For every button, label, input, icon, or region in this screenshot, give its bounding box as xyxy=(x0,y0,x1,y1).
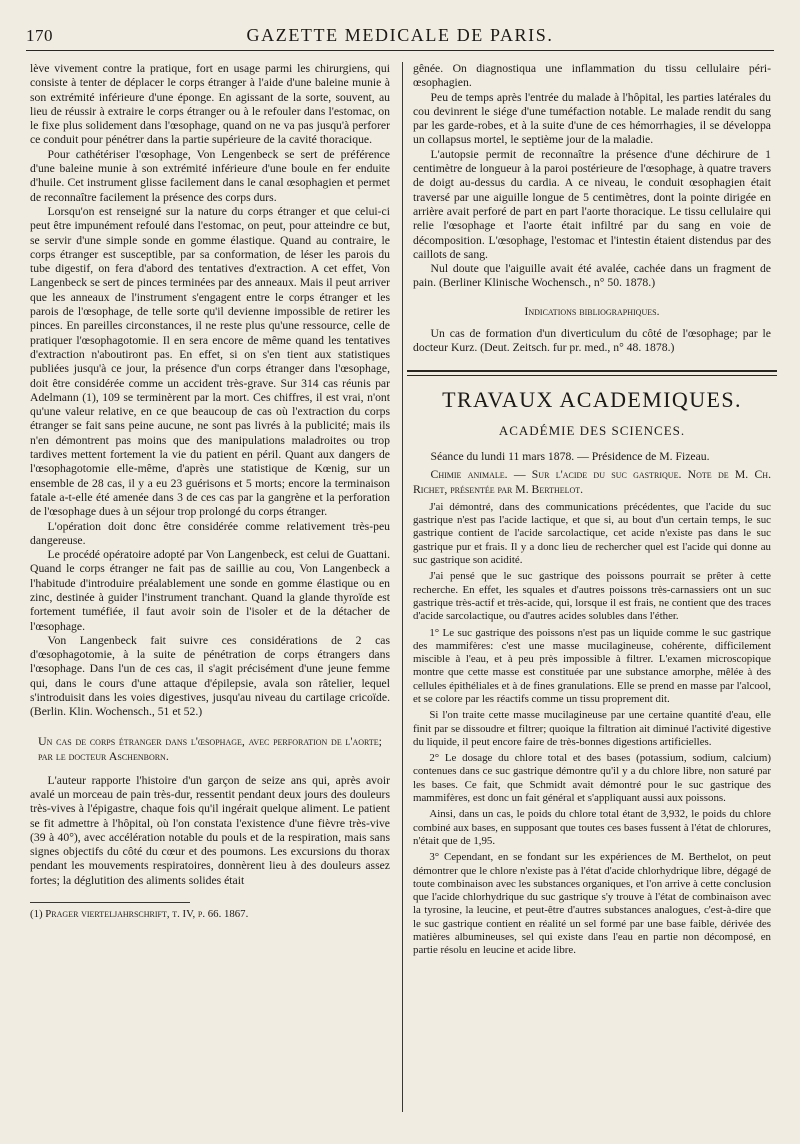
paragraph: Si l'on traite cette masse mucilagineuse par une certaine quantité d'eau, elle finit par se dissoudre et filtrer; quoique la filtration ait diminué l'activité digestive du liquide, il peut encore faire de très-bonnes digestions artificielles. xyxy=(413,709,771,748)
paragraph: lève vivement contre la pratique, fort en usage parmi les chirurgiens, qui consiste à tenter de déplacer le corps étranger à l'aide d'une baleine munie à son extrémité inférieure d'une éponge. En agissant de la sorte, souvent, au lieu de réussir à extraire le corps étranger ou à le refouler dans l'estomac, on le fixe plus solidement dans l'œsophage, quand on ne va pas jusqu'à perforer ce conduit pour pénétrer dans la partie supérieure de la cavité thoracique. xyxy=(30,62,390,147)
footnote: (1) Prager vierteljahrschrift, t. IV, p. 66. 1867. xyxy=(30,908,249,921)
paragraph: Lorsqu'on est renseigné sur la nature du corps étranger et que celui-ci peut être impunément refoulé dans l'estomac, on peut, pour atteindre ce but, se servir d'une simple sonde en gomme élastique. Quand au contraire, le corps étranger est susceptible, par sa conformation, de léser les parois du tube digestif, on fera d'abord des tentatives d'extraction. A cet effet, Von Langenbeck se sert de pinces terminées par des anneaux. Mais il peut arriver que les anneaux de l'instrument s'engagent entre le corps étranger et les parois de l'œsophage, de telle sorte qu'il devienne impossible de retirer les pinces. En pareilles circonstances, il ne reste plus qu'une ressource, celle de pratiquer l'œsophagotomie. Il en sera encore de même quand les tentatives d'extraction n'aboutiront pas. En effet, si on s'en tient aux statistiques publiées jusqu'à ce jour, la présence d'un corps étranger dans l'œsophage, doit être considérée comme un accident très-grave. Sur 314 cas réunis par Adelmann (1), 109 se terminèrent par la mort. Ces chiffres, il est vrai, n'ont qu'une valeur relative, en ce que beaucoup de cas où l'extraction du corps étranger se fait sans peine aucune, ne sont pas livrés à la publicité; mais ils n'en démontrent pas moins que des manipulations maladroites ou trop tardives mettent fortement la vie du patient en péril. Quant aux dangers de l'œsophagotomie elle-même, d'après une statistique de Kœnig, sur un ensemble de 28 cas, il y a eu 23 guérisons et 5 morts; encore la terminaison fatale a-t-elle été amenée dans 3 de ces cas par la gangrène et la perforation de l'œsophage dues à un séjour trop prolongé du corps étranger. xyxy=(30,204,390,519)
bibliography-heading: Indications bibliographiques. xyxy=(524,305,660,318)
paragraph: Le procédé opératoire adopté par Von Langenbeck, est celui de Guattani. Quand le corps étranger ne fait pas de saillie au cou, Von Langenbeck a l'habitude d'introduire préalablement une sonde en gomme élastique ou en zinc, destinée à guider l'instrument tranchant. Quand la glande thyroïde est fortement tuméfiée, il faut avoir soin de l'isoler et de la détacher de l'œsophage. xyxy=(30,548,390,633)
paragraph: L'autopsie permit de reconnaître la présence d'une déchirure de 1 centimètre de longueur à la paroi postérieure de l'œsophage, à quatre travers de doigt au-dessus du cardia. A ce niveau, le conduit œsophagien était traversé par une aiguille longue de 5 centimètres, dont la pointe dirigée en arrière avait perforé de part en part l'aorte thoracique. Le tissu cellulaire qui relie l'œsophage et l'aorte était infiltré par du sang en voie de décomposition. L'œsophage, l'estomac et l'intestin étaient distendus par des caillots de sang. xyxy=(413,147,771,261)
paragraph: 3° Cependant, en se fondant sur les expériences de M. Berthelot, on peut démontrer que le chlore n'existe pas à l'état d'acide chlorhydrique libre, dégagé de toute combinaison avec les substances organiques, et l'on arrive à cette conclusion que l'acide chlorhydrique du suc gastrique s'y trouve à l'état de combinaison avec la tyrosine, la leucine, et peut-être d'autres substances analogues, c'est-à-dire que le suc gastrique contient en réalité un sel formé par une base faible, dérivée des matières albumineuses, sel qui existe dans l'eau en partie non décomposé, en partie résolu en leucine et acide libre. xyxy=(413,851,772,957)
communication-title: Chimie animale. — Sur l'acide du suc gastrique. Note de M. Ch. Richet, présentée par M. Berthelot. xyxy=(413,468,771,496)
paragraph: Nul doute que l'aiguille avait été avalée, cachée dans un fragment de pain. (Berliner Klinische Wochensch., n° 50. 1878.) xyxy=(413,262,771,290)
paragraph: L'auteur rapporte l'histoire d'un garçon de seize ans qui, après avoir avalé un morceau de pain très-dur, ressentit pendant deux jours des douleurs très-vives à l'épigastre, chaque fois qu'il ingérait quelque aliment. Le patient se fit admettre à l'hôpital, où l'on constata l'existence d'une fièvre très-vive (39 à 40°), avec accélération notable du pouls et de la respiration, mais sans signes objectifs du côté du cœur et des poumons. Les excursions du thorax pendant les mouvements respiratoires, donnèrent lieu à des douleurs assez fortes; la déglutition des aliments solides était xyxy=(30,773,390,887)
paragraph: 1° Le suc gastrique des poissons n'est pas un liquide comme le suc gastrique des mammifères: c'est une masse mucilagineuse, cohérente, difficilement miscible à l'eau, et à peu près impossible à filtrer. L'examen microscopique montre que cette masse est constituée par une substance amorphe, mêlée à des cellules épithéliales et à de fines granulations. Elle se prend en masse par l'alcool, et se colore par les réactifs comme un tissu proprement dit. xyxy=(413,626,771,705)
page-number: 170 xyxy=(26,26,53,45)
section-title: TRAVAUX ACADEMIQUES. xyxy=(442,386,742,412)
paragraph: L'opération doit donc être considérée comme relativement très-peu dangereuse. xyxy=(30,519,390,547)
footnote-rule xyxy=(30,902,190,903)
left-column xyxy=(30,62,390,921)
paragraph: Ainsi, dans un cas, le poids du chlore total étant de 3,932, le poids du chlore combiné aux bases, en supposant que toutes ces bases fussent à l'état de chlorures, n'était que de 1,95. xyxy=(413,808,771,847)
right-column xyxy=(413,62,771,958)
session-line: Séance du lundi 11 mars 1878. — Présidence de M. Fizeau. xyxy=(430,449,710,463)
page-header xyxy=(26,24,774,51)
paragraph: Peu de temps après l'entrée du malade à l'hôpital, les parties latérales du cou devinrent le siége d'une tuméfaction notable. Le malade rendit du sang par les garde-robes, et à la suite d'une de ces hémorrhagies, il se développa un collapsus mortel, le septième jour de la maladie. xyxy=(413,90,771,147)
section-rule-thin xyxy=(407,375,777,376)
academy-title: ACADÉMIE DES SCIENCES. xyxy=(498,422,686,438)
paragraph: gênée. On diagnostiqua une inflammation du tissu cellulaire péri-œsophagien. xyxy=(413,62,771,90)
paragraph: Von Langenbeck fait suivre ces considérations de 2 cas d'œsophagotomie, à la suite de pénétration de corps étrangers dans l'œsophage. Dans l'un de ces cas, il s'agit précisément d'une jeune femme qui, dans le cours d'une attaque d'épilepsie, avala son râtelier, lequel s'introduisit dans les voies digestives, jusqu'au niveau du cartilage cricoïde. (Berlin. Klin. Wochensch., 51 et 52.) xyxy=(30,633,390,719)
paragraph: J'ai démontré, dans des communications précédentes, que l'acide du suc gastrique n'est pas l'acide lactique, et que si, au bout d'un certain temps, le suc gastrique contient de l'acide sarcolactique, cet acide n'existe pas dans le suc gastrique pur et frais. Il y a donc lieu de rechercher quel est l'acide qui donne au suc gastrique son acidité. xyxy=(413,500,771,567)
bibliography-entry: Un cas de formation d'un diverticulum du côté de l'œsophage; par le docteur Kurz. (Deut. Zeitsch. fur pr. med., n° 48. 1878.) xyxy=(413,327,771,355)
paragraph: Pour cathétériser l'œsophage, Von Lengenbeck se sert de préférence d'une baleine munie à son extrémité inférieure d'une boule en fer enduite d'huile. Cet instrument glisse facilement dans le canal œsophagien et permet de reconnaître facilement la présence des corps durs. xyxy=(30,147,390,204)
section-rule xyxy=(407,370,777,372)
journal-title: GAZETTE MEDICALE DE PARIS. xyxy=(246,25,554,45)
paragraph: 2° Le dosage du chlore total et des bases (potassium, sodium, calcium) contenues dans ce suc gastrique démontre qu'il y a du chlore libre, non saturé par les bases. Ce fait, que Schmidt avait démontré pour le suc gastrique des mammifères, est donc un fait général et s'appliquant aussi aux poissons. xyxy=(413,752,771,805)
article-title: Un cas de corps étranger dans l'œsophage, avec perforation de l'aorte; par le docteur Aschenborn. xyxy=(38,733,382,763)
paragraph: J'ai pensé que le suc gastrique des poissons pourrait se prêter à cette recherche. En effet, les squales et d'autres poissons très-carnassiers ont un suc gastrique très-actif et très-acide, qui, lorsque il est frais, ne contient que des traces d'acide sarcolactique, ou d'autres acides solubles dans l'éther. xyxy=(413,570,771,623)
column-divider xyxy=(402,62,403,1112)
